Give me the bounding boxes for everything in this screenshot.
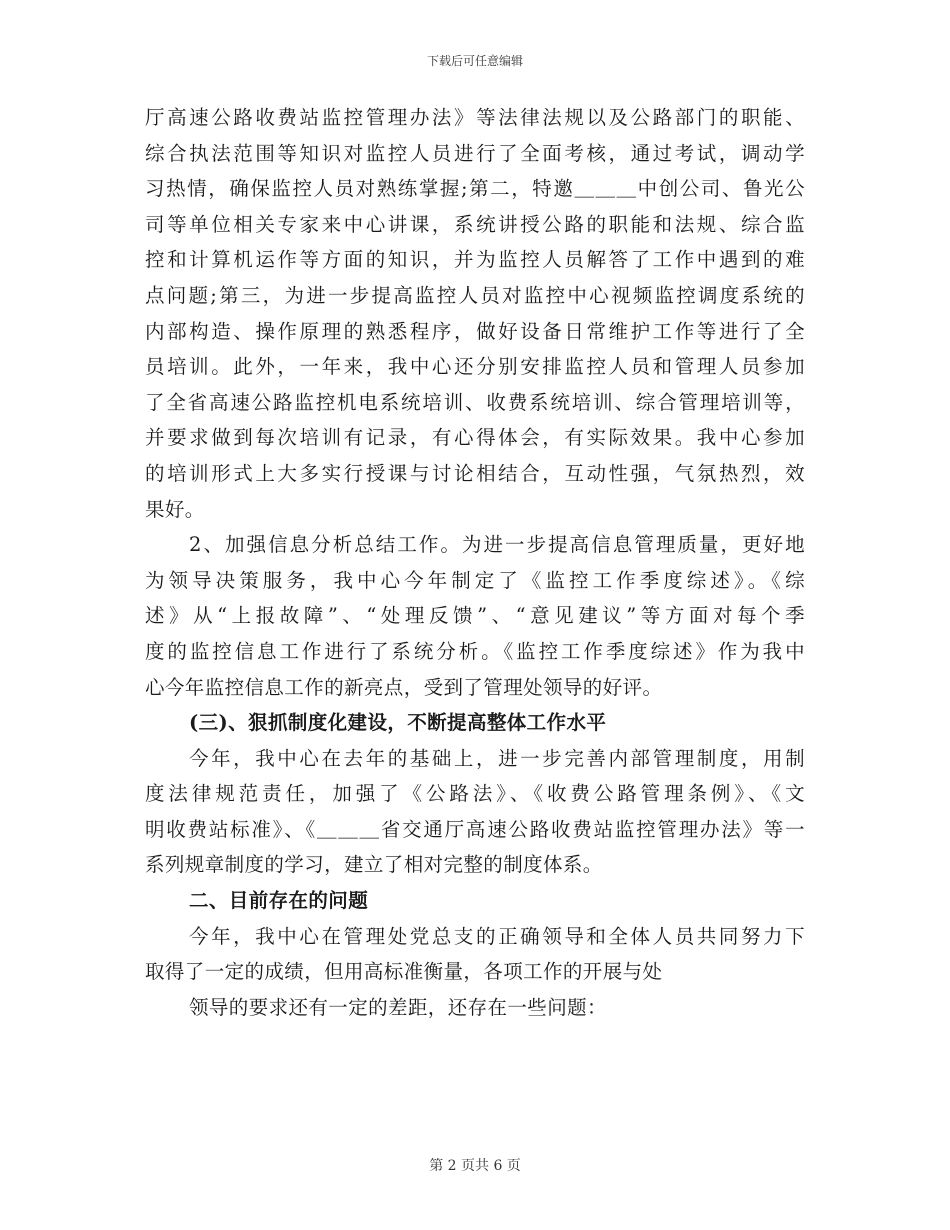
body-line: 明收费站标准》、《＿＿＿省交通厅高速公路收费站监控管理办法》等一 [145,817,805,841]
document-body [145,100,805,1025]
body-line: 控和计算机运作等方面的知识，并为监控人员解答了工作中遇到的难 [145,248,805,272]
body-line: 员培训。此外，一年来，我中心还分别安排监控人员和管理人员参加 [145,355,805,379]
body-line: 度法律规范责任，加强了《公路法》、《收费公路管理条例》、《文 [145,782,805,806]
section-heading: 二、目前存在的问题 [189,889,369,913]
body-line: 习热情，确保监控人员对熟练掌握;第二，特邀＿＿＿中创公司、鲁光公 [145,177,805,201]
section-heading: (三)、狠抓制度化建设，不断提高整体工作水平 [189,711,607,735]
body-line: 司等单位相关专家来中心讲课，系统讲授公路的职能和法规、综合监 [145,212,805,236]
body-line: 的培训形式上大多实行授课与讨论相结合，互动性强，气氛热烈，效 [145,461,805,485]
body-line: 厅高速公路收费站监控管理办法》等法律法规以及公路部门的职能、 [145,106,805,129]
body-line: 系列规章制度的学习，建立了相对完整的制度体系。 [145,853,603,877]
body-line: 述》从“上报故障”、“处理反馈”、“意见建议”等方面对每个季 [145,604,805,628]
page-header: 下载后可任意编辑 [426,54,523,68]
page-footer: 第 2 页共 6 页 [429,1158,521,1174]
body-line: 领导的要求还有一定的差距，还存在一些问题： [189,995,607,1019]
body-line: 并要求做到每次培训有记录，有心得体会，有实际效果。我中心参加 [145,426,805,450]
body-line: 今年，我中心在管理处党总支的正确领导和全体人员共同努力下 [189,924,805,948]
body-line: 果好。 [145,497,205,521]
body-line: 度的监控信息工作进行了系统分析。《监控工作季度综述》作为我中 [145,639,805,663]
body-line: 为领导决策服务，我中心今年制定了《监控工作季度综述》。《综 [145,568,805,592]
body-line: 综合执法范围等知识对监控人员进行了全面考核，通过考试，调动学 [145,141,805,165]
body-line: 点问题;第三，为进一步提高监控人员对监控中心视频监控调度系统的 [145,283,805,307]
body-line: 了全省高速公路监控机电系统培训、收费系统培训、综合管理培训等， [145,390,805,414]
body-line: 取得了一定的成绩，但用高标准衡量，各项工作的开展与处 [145,960,663,984]
body-line: 今年，我中心在去年的基础上，进一步完善内部管理制度，用制 [189,746,805,770]
body-line: 2、加强信息分析总结工作。为进一步提高信息管理质量，更好地 [189,533,805,557]
body-line: 内部构造、操作原理的熟悉程序，做好设备日常维护工作等进行了全 [145,319,805,343]
body-line: 心今年监控信息工作的新亮点，受到了管理处领导的好评。 [145,675,663,699]
